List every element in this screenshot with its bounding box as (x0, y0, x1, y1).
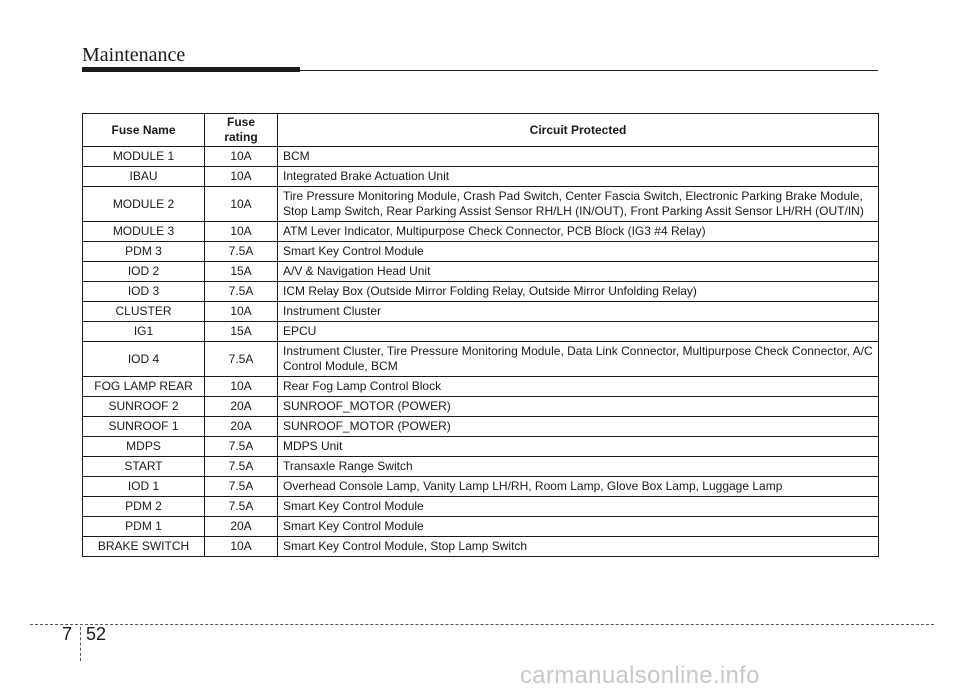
column-header-fuse-rating: Fuse rating (205, 114, 278, 147)
cell-fuse-name: IBAU (83, 167, 205, 187)
cell-fuse-name: MODULE 3 (83, 222, 205, 242)
cell-fuse-name: IOD 1 (83, 477, 205, 497)
cell-fuse-name: IOD 2 (83, 262, 205, 282)
cell-fuse-rating: 7.5A (205, 242, 278, 262)
cell-circuit-protected: Smart Key Control Module (278, 242, 879, 262)
fuse-table (82, 113, 879, 557)
cell-circuit-protected: Tire Pressure Monitoring Module, Crash Pad Switch, Center Fascia Switch, Electronic Parking Brake Module, Stop Lamp Switch, Rear Parking Assist Sensor RH/LH (IN/OUT), Front Parking Assit Sensor LH/RH (OUT/IN) (278, 187, 879, 222)
cell-fuse-rating: 10A (205, 187, 278, 222)
table-row (83, 517, 879, 537)
cell-fuse-name: IG1 (83, 322, 205, 342)
cell-fuse-name: START (83, 457, 205, 477)
table-row (83, 262, 879, 282)
cell-fuse-name: BRAKE SWITCH (83, 537, 205, 557)
column-header-circuit-protected: Circuit Protected (278, 114, 879, 147)
cell-fuse-name: PDM 3 (83, 242, 205, 262)
table-row (83, 537, 879, 557)
cell-fuse-rating: 10A (205, 377, 278, 397)
cell-circuit-protected: BCM (278, 147, 879, 167)
table-row (83, 322, 879, 342)
section-title: Maintenance (82, 44, 186, 66)
cell-fuse-rating: 15A (205, 262, 278, 282)
cell-circuit-protected: MDPS Unit (278, 437, 879, 457)
cell-circuit-protected: EPCU (278, 322, 879, 342)
cell-fuse-rating: 7.5A (205, 497, 278, 517)
table-row (83, 497, 879, 517)
cell-circuit-protected: Rear Fog Lamp Control Block (278, 377, 879, 397)
cell-fuse-rating: 20A (205, 417, 278, 437)
table-row (83, 282, 879, 302)
cell-fuse-rating: 10A (205, 537, 278, 557)
table-row (83, 167, 879, 187)
cell-fuse-rating: 7.5A (205, 437, 278, 457)
header-rule-thin (300, 70, 878, 71)
cell-circuit-protected: Instrument Cluster (278, 302, 879, 322)
cell-circuit-protected: A/V & Navigation Head Unit (278, 262, 879, 282)
page-number-divider (80, 627, 81, 661)
cell-fuse-rating: 20A (205, 517, 278, 537)
cell-fuse-name: PDM 1 (83, 517, 205, 537)
cell-circuit-protected: Instrument Cluster, Tire Pressure Monitoring Module, Data Link Connector, Multipurpose Check Connector, A/C Control Module, BCM (278, 342, 879, 377)
cell-fuse-name: FOG LAMP REAR (83, 377, 205, 397)
cell-fuse-name: PDM 2 (83, 497, 205, 517)
cell-fuse-name: IOD 3 (83, 282, 205, 302)
cell-circuit-protected: Integrated Brake Actuation Unit (278, 167, 879, 187)
cell-circuit-protected: ATM Lever Indicator, Multipurpose Check Connector, PCB Block (IG3 #4 Relay) (278, 222, 879, 242)
cell-fuse-name: SUNROOF 2 (83, 397, 205, 417)
cell-circuit-protected: Smart Key Control Module, Stop Lamp Switch (278, 537, 879, 557)
cell-fuse-name: CLUSTER (83, 302, 205, 322)
cell-circuit-protected: SUNROOF_MOTOR (POWER) (278, 417, 879, 437)
table-row (83, 302, 879, 322)
table-row (83, 242, 879, 262)
table-header-row (83, 114, 879, 147)
table-row (83, 457, 879, 477)
table-row (83, 187, 879, 222)
cell-fuse-rating: 10A (205, 167, 278, 187)
cell-fuse-rating: 10A (205, 222, 278, 242)
chapter-number: 7 (62, 624, 73, 644)
cell-circuit-protected: Overhead Console Lamp, Vanity Lamp LH/RH, Room Lamp, Glove Box Lamp, Luggage Lamp (278, 477, 879, 497)
cell-fuse-rating: 20A (205, 397, 278, 417)
cell-fuse-rating: 7.5A (205, 477, 278, 497)
watermark-text: carmanualsonline.info (520, 662, 760, 689)
cell-fuse-name: MDPS (83, 437, 205, 457)
cell-fuse-rating: 7.5A (205, 457, 278, 477)
cell-circuit-protected: Smart Key Control Module (278, 517, 879, 537)
cell-fuse-name: SUNROOF 1 (83, 417, 205, 437)
table-row (83, 437, 879, 457)
cell-circuit-protected: ICM Relay Box (Outside Mirror Folding Relay, Outside Mirror Unfolding Relay) (278, 282, 879, 302)
header-rule-thick (82, 67, 300, 72)
cell-fuse-rating: 10A (205, 147, 278, 167)
table-row (83, 417, 879, 437)
table-row (83, 397, 879, 417)
table-row (83, 342, 879, 377)
footer-divider (30, 624, 934, 625)
cell-fuse-name: MODULE 1 (83, 147, 205, 167)
cell-fuse-name: MODULE 2 (83, 187, 205, 222)
cell-circuit-protected: SUNROOF_MOTOR (POWER) (278, 397, 879, 417)
cell-fuse-name: IOD 4 (83, 342, 205, 377)
cell-fuse-rating: 7.5A (205, 282, 278, 302)
cell-circuit-protected: Transaxle Range Switch (278, 457, 879, 477)
table-row (83, 377, 879, 397)
cell-fuse-rating: 10A (205, 302, 278, 322)
fuse-table-body (83, 147, 879, 557)
cell-circuit-protected: Smart Key Control Module (278, 497, 879, 517)
table-row (83, 147, 879, 167)
page-number: 52 (86, 624, 107, 644)
table-row (83, 477, 879, 497)
table-row (83, 222, 879, 242)
cell-fuse-rating: 7.5A (205, 342, 278, 377)
column-header-fuse-name: Fuse Name (83, 114, 205, 147)
cell-fuse-rating: 15A (205, 322, 278, 342)
